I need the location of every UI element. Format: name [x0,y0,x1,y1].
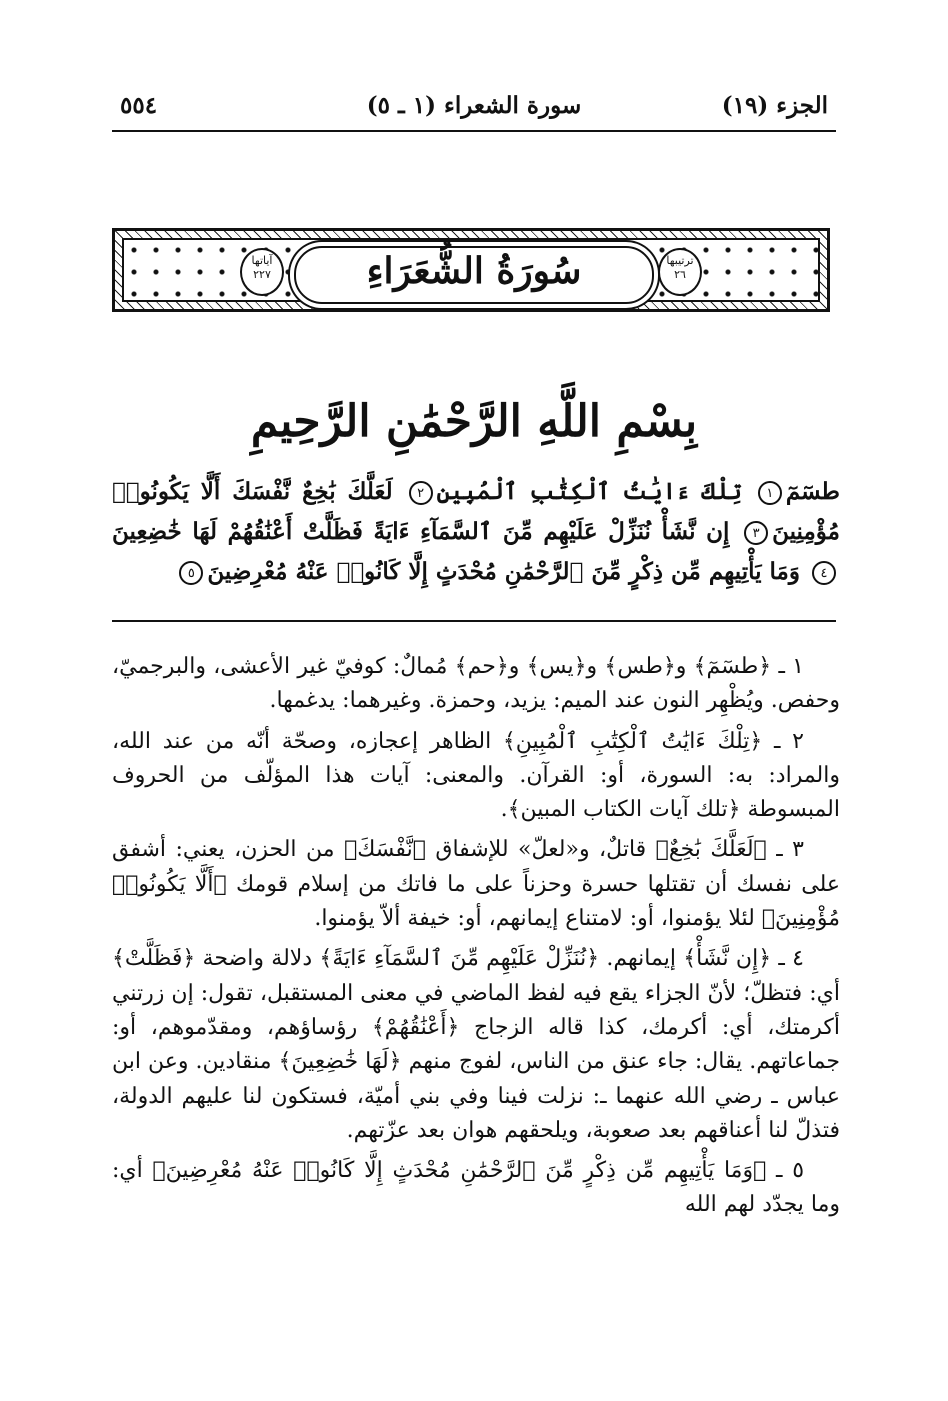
surah-order-medallion [658,248,702,296]
surah-order-label: ترتيبها [666,254,694,267]
page-number: ٥٥٤ [120,92,158,119]
quran-verses [112,472,840,592]
verse-count-label: آياتها [251,254,273,267]
commentary-paragraph: ٥ ـ ﴿وَمَا يَأْتِيهِم مِّن ذِكْرٍ مِّنَ ٱلرَّحْمَٰنِ مُحْدَثٍ إِلَّا كَانُوا۟ عَنْهُ مُعْرِضِينَ﴾ أي: وما يجدّد لهم الله [112,1158,840,1218]
verse-count-medallion [240,248,284,296]
verse-text: وَمَا يَأْتِيهِم مِّن ذِكْرٍ مِّنَ ٱلرَّحْمَٰنِ مُحْدَثٍ إِلَّا كَانُوا۟ عَنْهُ مُعْرِضِينَ [207,558,800,585]
running-title: سورة الشعراء (١ ـ ٥) [366,92,582,119]
running-header [112,92,836,126]
verse-count-value: ٢٢٧ [253,268,271,281]
verse-text: لَعَلَّكَ بَٰخِعٌ نَّفْسَكَ أَلَّا يَكُونُوا۟ مُؤْمِنِينَ [112,478,840,545]
verse-text: إِن نَّشَأْ نُنَزِّلْ عَلَيْهِم مِّنَ ٱلسَّمَآءِ ءَايَةً فَظَلَّتْ أَعْنَٰقُهُمْ لَهَا خَٰضِعِينَ [112,518,730,545]
verse-number-marker: ٢ [409,481,433,505]
verse-number-marker: ٤ [812,561,836,585]
basmala: بِسْمِ اللَّهِ الرَّحْمَٰنِ الرَّحِيمِ [250,396,698,447]
header-divider [112,130,836,132]
verses-divider [112,620,836,622]
surah-name: سُورَةُ الشُّعَرَاءِ [366,250,582,292]
verse-number-marker: ٥ [179,561,203,585]
commentary-paragraph: ١ ـ ﴿طسٓمٓ﴾ و﴿طس﴾ و﴿يس﴾ و﴿حم﴾ مُمالٌ: كوفيّ غير الأعشى، والبرجميّ، وحفص. ويُظْهِر النون عند الميم: يزيد، وحمزة. وغيرهما: يدغمها. [112,654,840,714]
surah-name-cartouche [294,246,654,304]
commentary-paragraph: ٣ ـ ﴿لَعَلَّكَ بَٰخِعٌ﴾ قاتلٌ، و«لعلّ» للإشفاق ﴿نَّفْسَكَ﴾ من الحزن، يعني: أشفق على نفسك أن تقتلها حسرة وحزناً على ما فاتك من إسلام قومك ﴿أَلَّا يَكُونُوا۟ مُؤْمِنِينَ﴾ لئلا يؤمنوا، أو: لامتناع إيمانهم، أو: خيفة ألاّ يؤمنوا. [112,837,841,932]
verse-number-marker: ٣ [744,521,768,545]
verse-text: طسٓمٓ [785,478,840,505]
surah-banner [112,228,830,312]
banner-ornament [122,238,820,302]
tafsir-commentary [112,650,840,1229]
verse-text: تِلْكَ ءَايَٰتُ ٱلْكِتَٰبِ ٱلْمُبِينِ [436,478,742,505]
commentary-paragraph: ٤ ـ ﴿إِن نَّشَأْ﴾ إيمانهم. ﴿نُنَزِّلْ عَلَيْهِم مِّنَ ٱلسَّمَآءِ ءَايَةً﴾ دلالة واضحة ﴿فَظَلَّتْ﴾ أي: فتظلّ؛ لأنّ الجزاء يقع فيه لفظ الماضي في معنى المستقبل، تقول: إن زرتني أكرمتك، أي: أكرمك، كذا قاله الزجاج ﴿أَعْنَٰقُهُمْ﴾ رؤساؤهم، ومقدّموهم، أو: جماعاتهم. يقال: جاء عنق من الناس، لفوج منهم ﴿لَهَا خَٰضِعِينَ﴾ منقادين. وعن ابن عباس ـ رضي الله عنهما ـ: نزلت فينا وفي بني أميّة، فستكون لنا عليهم الدولة، فتذلّ لنا أعناقهم بعد صعوبة، ويلحقهم هوان بعد عزّتهم. [112,946,840,1143]
verse-number-marker: ١ [758,481,782,505]
commentary-paragraph: ٢ ـ ﴿تِلْكَ ءَايَٰتُ ٱلْكِتَٰبِ ٱلْمُبِينِ﴾ الظاهر إعجازه، وصحّة أنّه من عند الله، والمراد: به: السورة، أو: القرآن. والمعنى: آيات هذا المؤلّف من الحروف المبسوطة ﴿تلك آيات الكتاب المبين﴾. [112,728,840,823]
juz-label: الجزء (١٩) [721,92,828,119]
surah-order-value: ٢٦ [674,268,686,281]
